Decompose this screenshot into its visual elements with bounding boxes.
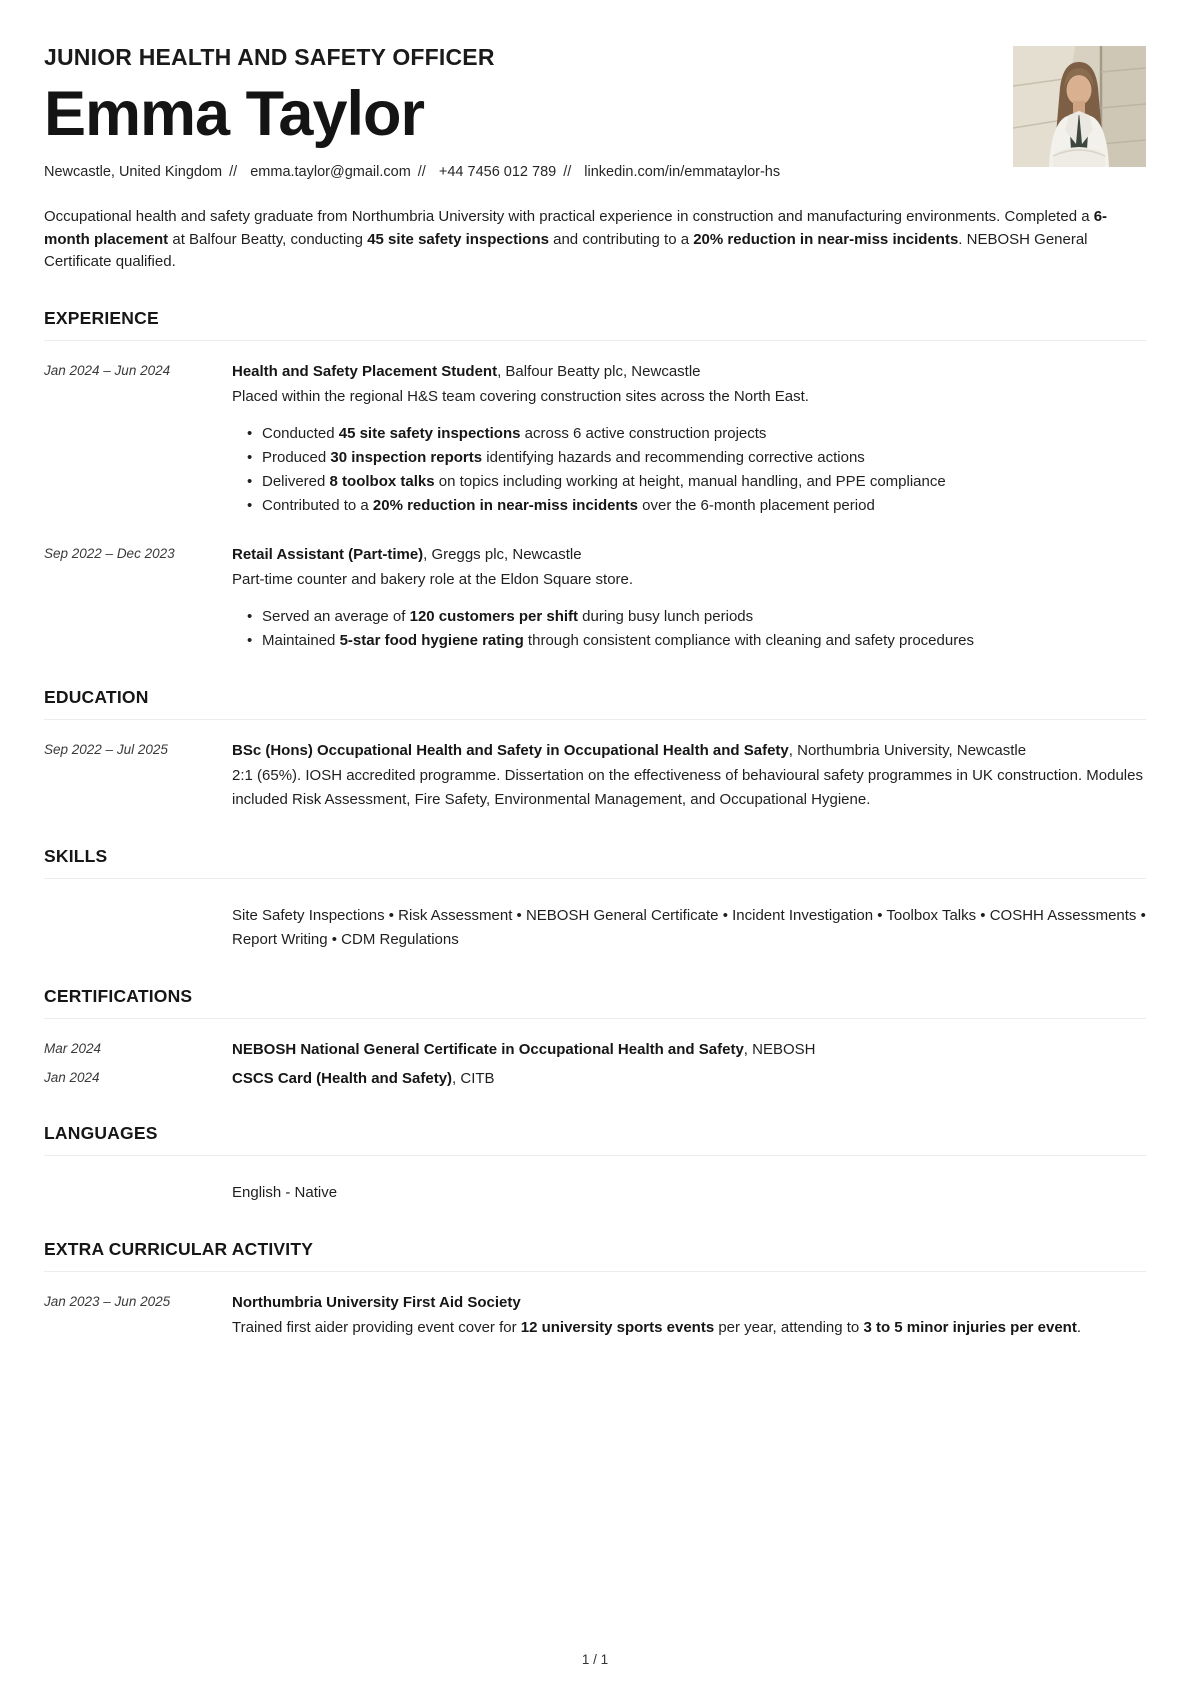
contact-phone: +44 7456 012 789 [438, 164, 557, 180]
candidate-name: Emma Taylor [44, 79, 424, 149]
entry-title: Retail Assistant (Part-time), Greggs plc, Newcastle [232, 545, 582, 563]
section-heading-education: EDUCATION [44, 687, 1146, 720]
entry-body [232, 740, 1146, 812]
entry-title: BSc (Hons) Occupational Health and Safety in Occupational Health and Safety, Northumbria University, Newcastle [232, 741, 1027, 759]
entry [44, 361, 1146, 518]
entry-title: Health and Safety Placement Student, Balfour Beatty plc, Newcastle [232, 362, 701, 380]
section-heading-skills: SKILLS [44, 846, 1146, 879]
contact-line [44, 164, 780, 180]
entry [44, 899, 1146, 952]
entry-date [44, 899, 232, 952]
contact-location: Newcastle, United Kingdom [44, 164, 223, 180]
entry-date: Mar 2024 [44, 1040, 102, 1056]
entry-description: Part-time counter and bakery role at the Eldon Square store. [232, 570, 634, 588]
entry-date: Jan 2024 [44, 1069, 100, 1085]
profile-photo [1013, 46, 1146, 167]
entry-description: Placed within the regional H&S team covering construction sites across the North East. [232, 387, 809, 405]
section-extra-curricular-activity [44, 1239, 1146, 1340]
page-number: 1 / 1 [581, 1652, 609, 1667]
contact-separator: // [563, 164, 572, 180]
entry-title: CSCS Card (Health and Safety), CITB [232, 1069, 495, 1087]
entry-title: Northumbria University First Aid Society [232, 1293, 521, 1311]
entry-title: NEBOSH National General Certificate in Occupational Health and Safety, NEBOSH [232, 1040, 816, 1058]
section-education [44, 687, 1146, 812]
bullet-item: • Served an average of 120 customers per shift during busy lunch periods [232, 605, 1146, 629]
entry [44, 1176, 1146, 1205]
entry-date: Jan 2024 – Jun 2024 [44, 362, 171, 378]
section-heading-certifications: CERTIFICATIONS [44, 986, 1146, 1019]
bullet-item: • Produced 30 inspection reports identifying hazards and recommending corrective actions [232, 446, 1146, 470]
summary: Occupational health and safety graduate from Northumbria University with practical experience in construction and manufacturing environments. Completed a 6-month placement at Balfour Beatty, conducting 45 site safety inspections and contributing to a 20% reduction in near-miss incidents. NEBOSH General Certificate qualified. [44, 208, 1108, 270]
entry [44, 1068, 1146, 1089]
contact-separator: // [417, 164, 426, 180]
section-experience [44, 308, 1146, 653]
entry-bullet-list [232, 605, 1146, 653]
bullet-item: • Delivered 8 toolbox talks on topics including working at height, manual handling, and PPE compliance [232, 470, 1146, 494]
bullet-item: • Contributed to a 20% reduction in near-miss incidents over the 6-month placement period [232, 494, 1146, 518]
entry [44, 544, 1146, 653]
contact-separator: // [229, 164, 238, 180]
header [44, 44, 1146, 180]
role-title: JUNIOR HEALTH AND SAFETY OFFICER [44, 44, 495, 70]
contact-email: emma.taylor@gmail.com [250, 164, 411, 180]
bullet-item: • Maintained 5-star food hygiene rating through consistent compliance with cleaning and safety procedures [232, 629, 1146, 653]
entry-date: Sep 2022 – Jul 2025 [44, 741, 168, 757]
entry-date: Jan 2023 – Jun 2025 [44, 1293, 171, 1309]
header-text [44, 44, 780, 180]
entry-body [232, 1068, 1146, 1089]
entry-date: Sep 2022 – Dec 2023 [44, 545, 175, 561]
entry-body [232, 1292, 1146, 1340]
entry-description: 2:1 (65%). IOSH accredited programme. Dissertation on the effectiveness of behavioural safety programmes in UK construction. Modules included Risk Assessment, Fire Safety, Environmental Management, and Occupational Hygiene. [232, 766, 1143, 808]
section-certifications [44, 986, 1146, 1089]
section-heading-experience: EXPERIENCE [44, 308, 1146, 341]
bullet-item: • Conducted 45 site safety inspections across 6 active construction projects [232, 422, 1146, 446]
section-heading-extra-curricular-activity: EXTRA CURRICULAR ACTIVITY [44, 1239, 1146, 1272]
entry-description: Trained first aider providing event cover for 12 university sports events per year, attending to 3 to 5 minor injuries per event. [232, 1318, 1082, 1336]
entry [44, 1292, 1146, 1340]
entry-bullet-list [232, 422, 1146, 518]
profile-photo-image [1013, 46, 1146, 167]
entry [44, 1039, 1146, 1060]
section-languages [44, 1123, 1146, 1205]
entry-description: Site Safety Inspections • Risk Assessment • NEBOSH General Certificate • Incident Investigation • Toolbox Talks • COSHH Assessments • Report Writing • CDM Regulations [232, 906, 1146, 948]
sections-container [44, 308, 1146, 1340]
contact-linkedin: linkedin.com/in/emmataylor-hs [584, 164, 781, 180]
entry-body [232, 361, 1146, 518]
entry-body [232, 1176, 1146, 1205]
entry [44, 740, 1146, 812]
entry-date [44, 1176, 232, 1205]
entry-description: English - Native [232, 1183, 338, 1201]
entry-body [232, 1039, 1146, 1060]
section-heading-languages: LANGUAGES [44, 1123, 1146, 1156]
section-skills [44, 846, 1146, 952]
entry-body [232, 899, 1146, 952]
entry-body [232, 544, 1146, 653]
